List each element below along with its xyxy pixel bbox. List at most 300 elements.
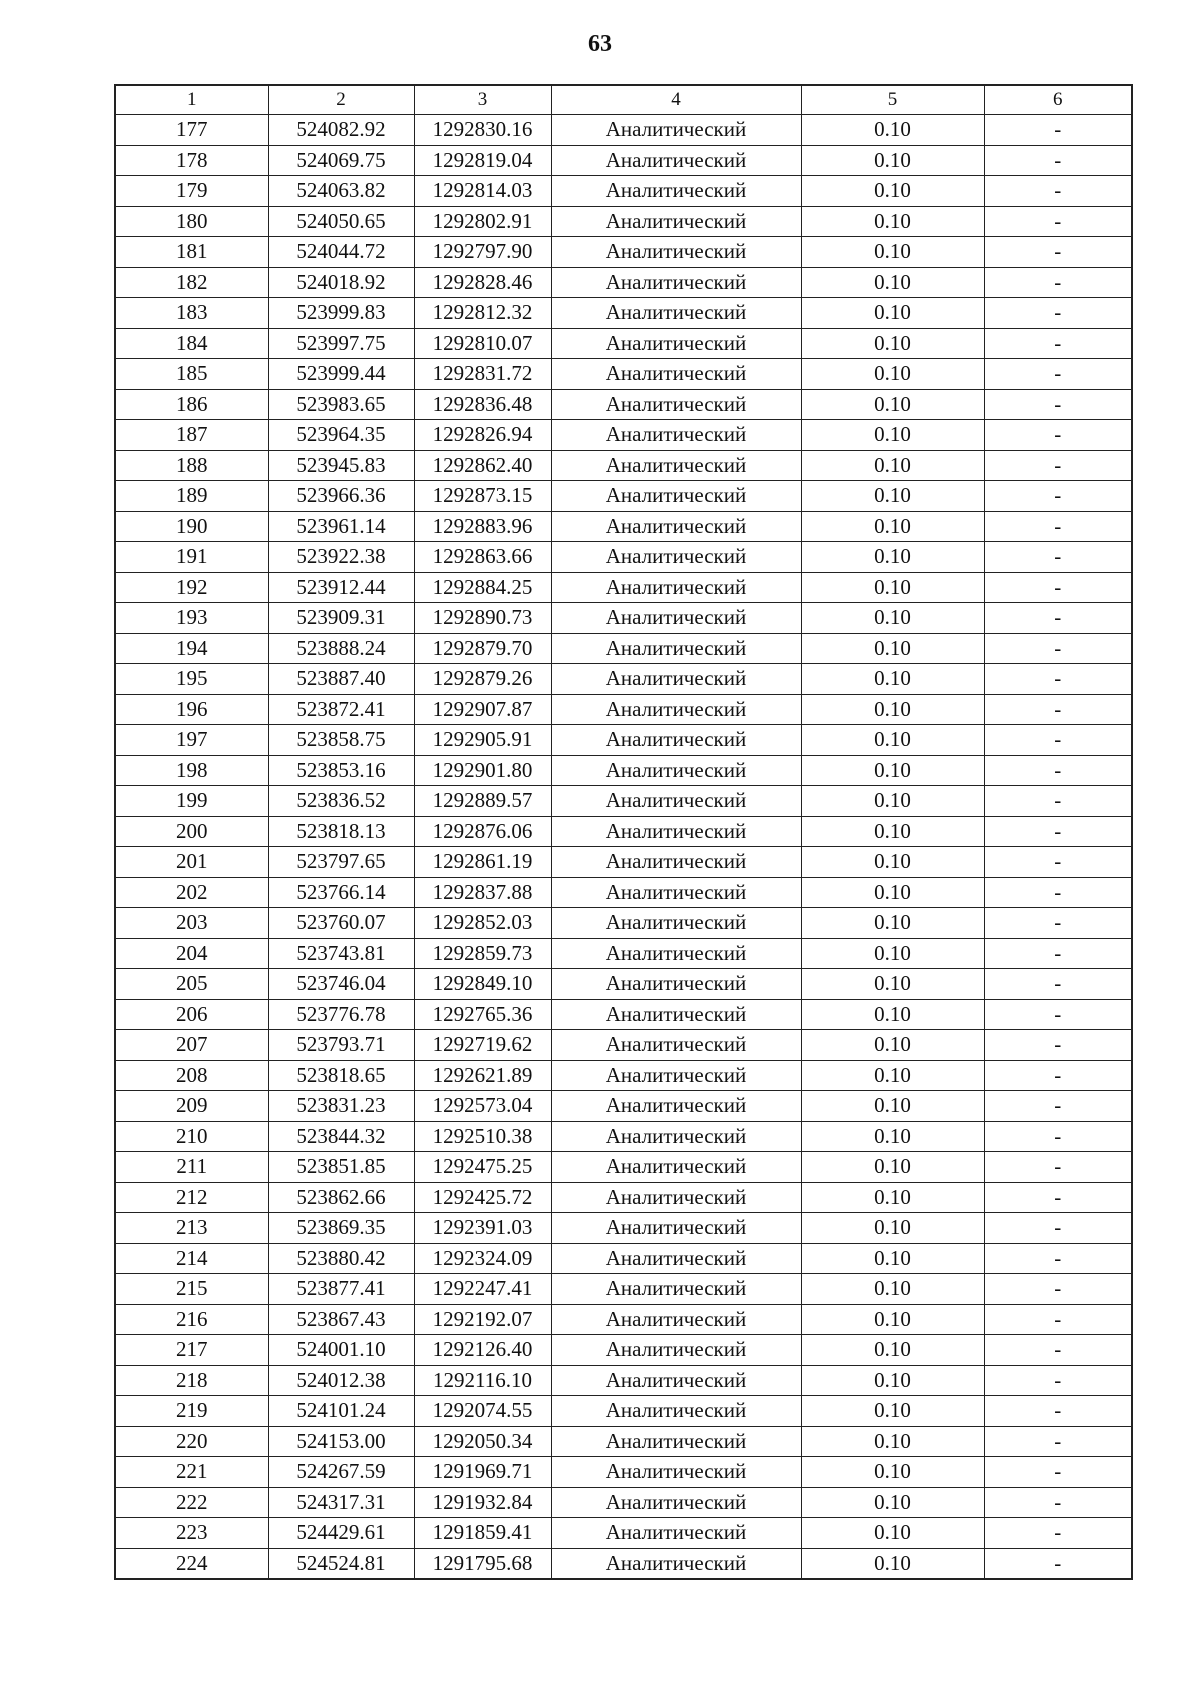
table-row [115, 115, 1132, 146]
cell-method: Аналитический [551, 511, 801, 542]
cell-method: Аналитический [551, 816, 801, 847]
cell-x-coordinate: 523818.13 [268, 816, 414, 847]
table-row [115, 999, 1132, 1030]
cell-x-coordinate: 524429.61 [268, 1518, 414, 1549]
cell-accuracy: 0.10 [801, 603, 984, 634]
table-row [115, 694, 1132, 725]
cell-point-number: 221 [115, 1457, 268, 1488]
cell-y-coordinate: 1292812.32 [414, 298, 551, 329]
table-row [115, 1487, 1132, 1518]
cell-point-number: 192 [115, 572, 268, 603]
cell-accuracy: 0.10 [801, 816, 984, 847]
cell-accuracy: 0.10 [801, 1304, 984, 1335]
cell-accuracy: 0.10 [801, 847, 984, 878]
cell-y-coordinate: 1292852.03 [414, 908, 551, 939]
table-header [115, 85, 1132, 115]
cell-accuracy: 0.10 [801, 1518, 984, 1549]
cell-x-coordinate: 524001.10 [268, 1335, 414, 1366]
cell-x-coordinate: 524050.65 [268, 206, 414, 237]
cell-method: Аналитический [551, 664, 801, 695]
cell-method: Аналитический [551, 1060, 801, 1091]
cell-x-coordinate: 523887.40 [268, 664, 414, 695]
cell-description: - [984, 206, 1132, 237]
cell-method: Аналитический [551, 481, 801, 512]
table-row [115, 359, 1132, 390]
cell-x-coordinate: 524082.92 [268, 115, 414, 146]
cell-accuracy: 0.10 [801, 1030, 984, 1061]
table-row [115, 450, 1132, 481]
cell-x-coordinate: 523831.23 [268, 1091, 414, 1122]
cell-x-coordinate: 524267.59 [268, 1457, 414, 1488]
cell-point-number: 186 [115, 389, 268, 420]
cell-method: Аналитический [551, 1396, 801, 1427]
cell-accuracy: 0.10 [801, 877, 984, 908]
cell-x-coordinate: 523961.14 [268, 511, 414, 542]
cell-y-coordinate: 1292884.25 [414, 572, 551, 603]
cell-y-coordinate: 1292819.04 [414, 145, 551, 176]
cell-y-coordinate: 1292247.41 [414, 1274, 551, 1305]
cell-y-coordinate: 1292324.09 [414, 1243, 551, 1274]
cell-x-coordinate: 523964.35 [268, 420, 414, 451]
cell-method: Аналитический [551, 1243, 801, 1274]
cell-description: - [984, 694, 1132, 725]
cell-x-coordinate: 523983.65 [268, 389, 414, 420]
cell-point-number: 198 [115, 755, 268, 786]
cell-description: - [984, 999, 1132, 1030]
cell-method: Аналитический [551, 1182, 801, 1213]
cell-point-number: 195 [115, 664, 268, 695]
cell-accuracy: 0.10 [801, 420, 984, 451]
cell-point-number: 214 [115, 1243, 268, 1274]
cell-accuracy: 0.10 [801, 1335, 984, 1366]
cell-y-coordinate: 1292901.80 [414, 755, 551, 786]
cell-y-coordinate: 1292863.66 [414, 542, 551, 573]
cell-method: Аналитический [551, 603, 801, 634]
cell-description: - [984, 969, 1132, 1000]
table-row [115, 847, 1132, 878]
table-row [115, 1365, 1132, 1396]
table-row [115, 1335, 1132, 1366]
table-row [115, 1030, 1132, 1061]
cell-accuracy: 0.10 [801, 511, 984, 542]
cell-x-coordinate: 523867.43 [268, 1304, 414, 1335]
cell-x-coordinate: 524063.82 [268, 176, 414, 207]
cell-description: - [984, 1426, 1132, 1457]
cell-y-coordinate: 1292797.90 [414, 237, 551, 268]
cell-y-coordinate: 1292826.94 [414, 420, 551, 451]
cell-accuracy: 0.10 [801, 1152, 984, 1183]
cell-description: - [984, 725, 1132, 756]
cell-point-number: 194 [115, 633, 268, 664]
table-row [115, 603, 1132, 634]
cell-method: Аналитический [551, 542, 801, 573]
cell-description: - [984, 176, 1132, 207]
cell-x-coordinate: 523997.75 [268, 328, 414, 359]
cell-accuracy: 0.10 [801, 694, 984, 725]
cell-accuracy: 0.10 [801, 1548, 984, 1579]
cell-accuracy: 0.10 [801, 237, 984, 268]
cell-point-number: 206 [115, 999, 268, 1030]
cell-point-number: 209 [115, 1091, 268, 1122]
cell-accuracy: 0.10 [801, 481, 984, 512]
table-row [115, 1274, 1132, 1305]
cell-description: - [984, 420, 1132, 451]
cell-y-coordinate: 1292905.91 [414, 725, 551, 756]
cell-x-coordinate: 523999.44 [268, 359, 414, 390]
cell-description: - [984, 1335, 1132, 1366]
cell-y-coordinate: 1291795.68 [414, 1548, 551, 1579]
cell-method: Аналитический [551, 176, 801, 207]
cell-method: Аналитический [551, 206, 801, 237]
cell-point-number: 185 [115, 359, 268, 390]
cell-method: Аналитический [551, 755, 801, 786]
table-row [115, 1091, 1132, 1122]
table-row [115, 481, 1132, 512]
table-row [115, 633, 1132, 664]
cell-accuracy: 0.10 [801, 1365, 984, 1396]
cell-y-coordinate: 1292810.07 [414, 328, 551, 359]
cell-point-number: 200 [115, 816, 268, 847]
cell-y-coordinate: 1292475.25 [414, 1152, 551, 1183]
cell-method: Аналитический [551, 999, 801, 1030]
cell-x-coordinate: 523853.16 [268, 755, 414, 786]
cell-description: - [984, 908, 1132, 939]
cell-y-coordinate: 1292765.36 [414, 999, 551, 1030]
header-cell-method: 4 [551, 85, 801, 115]
cell-description: - [984, 1396, 1132, 1427]
cell-method: Аналитический [551, 786, 801, 817]
cell-accuracy: 0.10 [801, 572, 984, 603]
cell-method: Аналитический [551, 877, 801, 908]
cell-point-number: 204 [115, 938, 268, 969]
cell-description: - [984, 1030, 1132, 1061]
cell-method: Аналитический [551, 1091, 801, 1122]
cell-y-coordinate: 1292126.40 [414, 1335, 551, 1366]
cell-y-coordinate: 1292883.96 [414, 511, 551, 542]
cell-y-coordinate: 1291932.84 [414, 1487, 551, 1518]
cell-description: - [984, 1152, 1132, 1183]
cell-description: - [984, 115, 1132, 146]
cell-point-number: 188 [115, 450, 268, 481]
cell-description: - [984, 1213, 1132, 1244]
cell-point-number: 217 [115, 1335, 268, 1366]
table-row [115, 176, 1132, 207]
cell-accuracy: 0.10 [801, 298, 984, 329]
table-row [115, 755, 1132, 786]
cell-x-coordinate: 523872.41 [268, 694, 414, 725]
cell-method: Аналитический [551, 237, 801, 268]
cell-method: Аналитический [551, 1426, 801, 1457]
cell-method: Аналитический [551, 420, 801, 451]
cell-description: - [984, 633, 1132, 664]
cell-description: - [984, 359, 1132, 390]
table-row [115, 1060, 1132, 1091]
cell-accuracy: 0.10 [801, 908, 984, 939]
cell-point-number: 205 [115, 969, 268, 1000]
cell-y-coordinate: 1292116.10 [414, 1365, 551, 1396]
cell-accuracy: 0.10 [801, 1182, 984, 1213]
table-row [115, 725, 1132, 756]
cell-y-coordinate: 1292861.19 [414, 847, 551, 878]
cell-description: - [984, 603, 1132, 634]
cell-x-coordinate: 523793.71 [268, 1030, 414, 1061]
cell-point-number: 181 [115, 237, 268, 268]
cell-description: - [984, 1487, 1132, 1518]
cell-x-coordinate: 523766.14 [268, 877, 414, 908]
cell-y-coordinate: 1292889.57 [414, 786, 551, 817]
cell-description: - [984, 237, 1132, 268]
cell-y-coordinate: 1292074.55 [414, 1396, 551, 1427]
cell-method: Аналитический [551, 115, 801, 146]
cell-point-number: 189 [115, 481, 268, 512]
cell-description: - [984, 1518, 1132, 1549]
table-row [115, 389, 1132, 420]
cell-y-coordinate: 1292050.34 [414, 1426, 551, 1457]
cell-x-coordinate: 523851.85 [268, 1152, 414, 1183]
cell-x-coordinate: 524012.38 [268, 1365, 414, 1396]
cell-y-coordinate: 1292907.87 [414, 694, 551, 725]
cell-point-number: 224 [115, 1548, 268, 1579]
cell-y-coordinate: 1292837.88 [414, 877, 551, 908]
cell-point-number: 201 [115, 847, 268, 878]
cell-point-number: 215 [115, 1274, 268, 1305]
cell-point-number: 199 [115, 786, 268, 817]
cell-point-number: 210 [115, 1121, 268, 1152]
table-row [115, 938, 1132, 969]
cell-x-coordinate: 523862.66 [268, 1182, 414, 1213]
cell-accuracy: 0.10 [801, 359, 984, 390]
cell-method: Аналитический [551, 1152, 801, 1183]
cell-accuracy: 0.10 [801, 115, 984, 146]
cell-point-number: 196 [115, 694, 268, 725]
cell-point-number: 187 [115, 420, 268, 451]
cell-x-coordinate: 523966.36 [268, 481, 414, 512]
cell-method: Аналитический [551, 450, 801, 481]
cell-x-coordinate: 523746.04 [268, 969, 414, 1000]
table-row [115, 816, 1132, 847]
table-row [115, 1243, 1132, 1274]
cell-point-number: 223 [115, 1518, 268, 1549]
cell-method: Аналитический [551, 572, 801, 603]
header-cell-y-coordinate: 3 [414, 85, 551, 115]
cell-description: - [984, 145, 1132, 176]
cell-y-coordinate: 1292873.15 [414, 481, 551, 512]
table-body [115, 115, 1132, 1580]
cell-x-coordinate: 523858.75 [268, 725, 414, 756]
cell-description: - [984, 1182, 1132, 1213]
cell-y-coordinate: 1292573.04 [414, 1091, 551, 1122]
table-row [115, 1304, 1132, 1335]
cell-accuracy: 0.10 [801, 1213, 984, 1244]
cell-y-coordinate: 1292621.89 [414, 1060, 551, 1091]
table-row [115, 1152, 1132, 1183]
cell-x-coordinate: 524018.92 [268, 267, 414, 298]
cell-y-coordinate: 1292192.07 [414, 1304, 551, 1335]
cell-x-coordinate: 523877.41 [268, 1274, 414, 1305]
cell-y-coordinate: 1292862.40 [414, 450, 551, 481]
table-row [115, 1121, 1132, 1152]
table-row [115, 664, 1132, 695]
cell-x-coordinate: 523999.83 [268, 298, 414, 329]
cell-method: Аналитический [551, 725, 801, 756]
cell-x-coordinate: 523743.81 [268, 938, 414, 969]
cell-method: Аналитический [551, 298, 801, 329]
cell-method: Аналитический [551, 1548, 801, 1579]
cell-accuracy: 0.10 [801, 1091, 984, 1122]
cell-point-number: 177 [115, 115, 268, 146]
cell-x-coordinate: 523912.44 [268, 572, 414, 603]
cell-accuracy: 0.10 [801, 1060, 984, 1091]
table-row [115, 267, 1132, 298]
cell-y-coordinate: 1292425.72 [414, 1182, 551, 1213]
cell-method: Аналитический [551, 908, 801, 939]
cell-y-coordinate: 1291859.41 [414, 1518, 551, 1549]
cell-point-number: 208 [115, 1060, 268, 1091]
table-row [115, 1457, 1132, 1488]
table-row [115, 877, 1132, 908]
cell-method: Аналитический [551, 694, 801, 725]
cell-x-coordinate: 524044.72 [268, 237, 414, 268]
cell-method: Аналитический [551, 1518, 801, 1549]
cell-y-coordinate: 1292510.38 [414, 1121, 551, 1152]
cell-method: Аналитический [551, 1213, 801, 1244]
cell-y-coordinate: 1292719.62 [414, 1030, 551, 1061]
cell-method: Аналитический [551, 969, 801, 1000]
cell-accuracy: 0.10 [801, 1243, 984, 1274]
cell-accuracy: 0.10 [801, 999, 984, 1030]
table-row [115, 572, 1132, 603]
header-cell-point-number: 1 [115, 85, 268, 115]
cell-accuracy: 0.10 [801, 389, 984, 420]
cell-method: Аналитический [551, 1457, 801, 1488]
cell-description: - [984, 298, 1132, 329]
cell-accuracy: 0.10 [801, 755, 984, 786]
cell-y-coordinate: 1292849.10 [414, 969, 551, 1000]
cell-description: - [984, 786, 1132, 817]
cell-accuracy: 0.10 [801, 176, 984, 207]
table-row [115, 908, 1132, 939]
cell-description: - [984, 664, 1132, 695]
cell-x-coordinate: 524524.81 [268, 1548, 414, 1579]
cell-point-number: 213 [115, 1213, 268, 1244]
cell-method: Аналитический [551, 1487, 801, 1518]
cell-description: - [984, 1457, 1132, 1488]
cell-accuracy: 0.10 [801, 969, 984, 1000]
cell-description: - [984, 450, 1132, 481]
table-row [115, 1213, 1132, 1244]
cell-accuracy: 0.10 [801, 1274, 984, 1305]
cell-y-coordinate: 1292879.70 [414, 633, 551, 664]
header-cell-description: 6 [984, 85, 1132, 115]
cell-y-coordinate: 1292830.16 [414, 115, 551, 146]
cell-accuracy: 0.10 [801, 633, 984, 664]
cell-point-number: 179 [115, 176, 268, 207]
cell-description: - [984, 328, 1132, 359]
cell-description: - [984, 1365, 1132, 1396]
table-row [115, 145, 1132, 176]
table-row [115, 786, 1132, 817]
table-row [115, 511, 1132, 542]
table-row [115, 237, 1132, 268]
header-cell-accuracy: 5 [801, 85, 984, 115]
cell-point-number: 180 [115, 206, 268, 237]
cell-method: Аналитический [551, 267, 801, 298]
cell-point-number: 207 [115, 1030, 268, 1061]
cell-method: Аналитический [551, 633, 801, 664]
cell-description: - [984, 1304, 1132, 1335]
cell-accuracy: 0.10 [801, 1396, 984, 1427]
table-row [115, 969, 1132, 1000]
cell-x-coordinate: 524153.00 [268, 1426, 414, 1457]
cell-x-coordinate: 523797.65 [268, 847, 414, 878]
cell-description: - [984, 1243, 1132, 1274]
cell-method: Аналитический [551, 1274, 801, 1305]
table-row [115, 298, 1132, 329]
cell-description: - [984, 1548, 1132, 1579]
cell-accuracy: 0.10 [801, 1121, 984, 1152]
cell-point-number: 211 [115, 1152, 268, 1183]
cell-description: - [984, 1274, 1132, 1305]
table-row [115, 1548, 1132, 1579]
cell-method: Аналитический [551, 389, 801, 420]
cell-y-coordinate: 1292831.72 [414, 359, 551, 390]
cell-accuracy: 0.10 [801, 664, 984, 695]
cell-method: Аналитический [551, 1030, 801, 1061]
coordinates-table [114, 84, 1133, 1580]
cell-y-coordinate: 1292859.73 [414, 938, 551, 969]
cell-method: Аналитический [551, 1121, 801, 1152]
cell-point-number: 222 [115, 1487, 268, 1518]
cell-x-coordinate: 523945.83 [268, 450, 414, 481]
cell-method: Аналитический [551, 328, 801, 359]
cell-method: Аналитический [551, 145, 801, 176]
cell-description: - [984, 1091, 1132, 1122]
cell-y-coordinate: 1292836.48 [414, 389, 551, 420]
cell-point-number: 193 [115, 603, 268, 634]
cell-y-coordinate: 1292879.26 [414, 664, 551, 695]
cell-description: - [984, 1121, 1132, 1152]
cell-x-coordinate: 523844.32 [268, 1121, 414, 1152]
cell-x-coordinate: 523880.42 [268, 1243, 414, 1274]
cell-point-number: 183 [115, 298, 268, 329]
cell-x-coordinate: 523836.52 [268, 786, 414, 817]
cell-x-coordinate: 524101.24 [268, 1396, 414, 1427]
cell-point-number: 216 [115, 1304, 268, 1335]
cell-point-number: 184 [115, 328, 268, 359]
cell-x-coordinate: 524317.31 [268, 1487, 414, 1518]
cell-method: Аналитический [551, 359, 801, 390]
cell-method: Аналитический [551, 847, 801, 878]
cell-accuracy: 0.10 [801, 786, 984, 817]
cell-point-number: 190 [115, 511, 268, 542]
cell-accuracy: 0.10 [801, 328, 984, 359]
cell-accuracy: 0.10 [801, 938, 984, 969]
cell-description: - [984, 1060, 1132, 1091]
cell-y-coordinate: 1291969.71 [414, 1457, 551, 1488]
cell-point-number: 197 [115, 725, 268, 756]
cell-accuracy: 0.10 [801, 450, 984, 481]
cell-x-coordinate: 523922.38 [268, 542, 414, 573]
cell-method: Аналитический [551, 1304, 801, 1335]
cell-point-number: 202 [115, 877, 268, 908]
cell-x-coordinate: 523818.65 [268, 1060, 414, 1091]
table-row [115, 1518, 1132, 1549]
cell-description: - [984, 938, 1132, 969]
cell-description: - [984, 481, 1132, 512]
cell-x-coordinate: 524069.75 [268, 145, 414, 176]
cell-point-number: 182 [115, 267, 268, 298]
cell-y-coordinate: 1292828.46 [414, 267, 551, 298]
